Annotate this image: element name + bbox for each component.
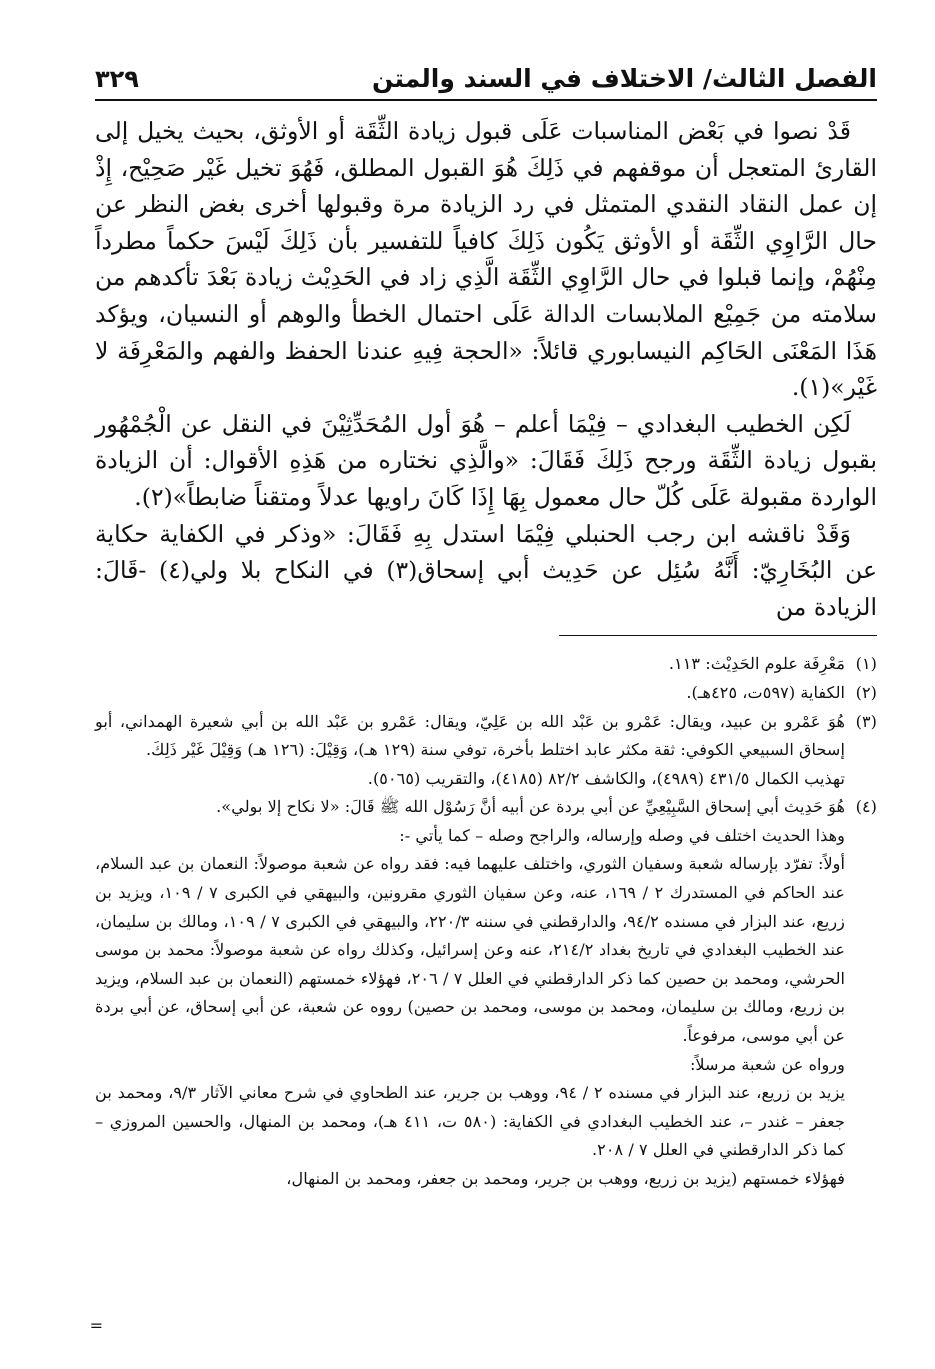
footnotes: [95, 650, 877, 1193]
paragraph-3: وَقَدْ ناقشه ابن رجب الحنبلي فِيْمَا استدل بِهِ فَقَالَ: «وذكر في الكفاية حكاية عن البُخَارِيّ: أَنَّهُ سُئِل عن حَدِيث أبي إسحاق(٣) في النكاح بلا ولي(٤) -قَالَ: الزيادة من: [95, 519, 877, 621]
footnote-text: الكفاية (٥٩٧ت، ٤٢٥هـ).: [686, 682, 845, 702]
footnote-text: أولاً: تفرّد بإرساله شعبة وسفيان الثوري، واختلف عليهما فيه: فقد رواه عن شعبة موصولاً: النعمان بن عبد السلام، عند الحاكم في المستدرك ٢ / ١٦٩، عنه، وعن سفيان الثوري مقرونين، والبيهقي في الكبرى ٧ / ١٠٩، ويزيد بن زريع، عند البزار في مسنده ٩٤/٢، والدارقطني في سننه ٢٢٠/٣، والبيهقي في الكبرى ٧ / ١٠٩، ومالك بن سليمان، عند الخطيب البغدادي في تاريخ بغداد ٢١٤/٢، عنه وعن إسرائيل، وكذلك رواه عن شعبة موصولاً: محمد بن موسى الحرشي، ومحمد بن حصين كما ذكر الدارقطني في العلل ٧ / ٢٠٦، فهؤلاء خمستهم (النعمان بن عبد السلام، ويزيد بن زريع، ومالك بن سليمان، ومحمد بن موسى، ومحمد بن حصين) رووه عن شعبة، عن أبي إسحاق، عن أبي بردة عن أبي موسى، مرفوعاً.: [95, 854, 846, 1046]
continuation-mark: =: [89, 1316, 103, 1335]
footnote-number: (٢): [855, 682, 877, 702]
footnote-3: [95, 708, 877, 794]
page-number: ٣٢٩: [95, 65, 139, 93]
footnote-text: مَعْرِفَة علوم الحَدِيْث: ١١٣.: [668, 654, 845, 674]
footnote-text: ورواه عن شعبة مرسلاً:: [689, 1054, 845, 1074]
footnote-4: [95, 793, 877, 1193]
paragraph-1: قَدْ نصوا في بَعْض المناسبات عَلَى قبول زيادة الثِّقَة أو الأوثق، بحيث يخيل إلى القارئ المتعجل أن موقفهم في ذَلِكَ هُوَ القبول المطلق، فَهُوَ تخيل غَيْر صَحِيْح، إِذْ إن عمل النقاد النقدي المتمثل في رد الزيادة مرة وقبولها أخرى بغض النظر عن حال الرَّاوِي الثِّقَة أو الأوثق يَكُون ذَلِكَ كافياً للتفسير بأن ذَلِكَ لَيْسَ حكماً مطرداً مِنْهُمْ، وإنما قبلوا في حال الرَّاوِي الثِّقَة الَّذِي زاد في الحَدِيْث زيادة بَعْدَ تأكدهم من سلامته من جَمِيْع الملابسات الدالة عَلَى احتمال الخطأ والوهم أو النسيان، ويؤكد هَذَا المَعْنَى الحَاكِم النيسابوري قائلاً: «الحجة فِيهِ عندنا الحفظ والفهم والمَعْرِفَة لا غَيْر»(١).: [95, 117, 877, 402]
footnote-2: [95, 679, 877, 708]
footnote-separator: [559, 635, 877, 636]
main-text: [95, 113, 877, 625]
footnote-number: (٤): [855, 797, 877, 817]
footnote-1: [95, 650, 877, 679]
footnote-text: هُوَ عَمْرو بن عبيد، ويقال: عَمْرو بن عَبْد الله بن عَلِيّ، ويقال: عَمْرو بن عَبْد الله بن أبي شعيرة الهمداني، أبو إسحاق السبيعي الكوفي: ثقة مكثر عابد اختلط بأخرة، توفي سنة (١٢٩ هـ)، وَقِيْلَ: (١٢٦ هـ) وَقِيْلَ غَيْر ذَلِكَ.: [95, 711, 845, 760]
running-header: [95, 55, 877, 101]
chapter-title: الفصل الثالث/ الاختلاف في السند والمتن: [371, 64, 877, 93]
paragraph-2: لَكِن الخطيب البغدادي – فِيْمَا أعلم – هُوَ أول المُحَدِّثِيْنَ في النقل عن الْجُمْهُور بقبول زيادة الثِّقَة ورجح ذَلِكَ فَقَالَ: «والَّذِي نختاره من هَذِهِ الأقوال: أن الزيادة الواردة مقبولة عَلَى كُلّ حال معمول بِهَا إِذَا كَانَ راويها عدلاً ومتقناً ضابطاً»(٢).: [95, 409, 877, 511]
footnote-text: هُوَ حَدِيث أبي إسحاق السَّبِيْعِيِّ عن أبي بردة عن أبيه أنَّ رَسُوْل الله ﷺ قَالَ: «لا نكاح إلا بولي».: [216, 797, 845, 817]
footnote-text: يزيد بن زريع، عند البزار في مسنده ٢ / ٩٤، ووهب بن جرير، عند الطحاوي في شرح معاني الآثار ٩/٣، ومحمد بن جعفر – غندر –، عند الخطيب البغدادي في الكفاية: (٥٨٠ ت، ٤١١ هـ)، ومحمد بن المنهال، والحسين المروزي – كما ذكر الدارقطني في العلل ٧ / ٢٠٨.: [95, 1083, 846, 1160]
footnote-text: فهؤلاء خمستهم (يزيد بن زريع، ووهب بن جرير، ومحمد بن جعفر، ومحمد بن المنهال،: [286, 1169, 845, 1188]
footnote-text: تهذيب الكمال ٤٣١/٥ (٤٩٨٩)، والكاشف ٨٢/٢ (٤١٨٥)، والتقريب (٥٠٦٥).: [367, 768, 845, 788]
book-page: [95, 55, 877, 1345]
footnote-number: (١): [855, 654, 877, 674]
footnote-text: وهذا الحديث اختلف في وصله وإرساله، والراجح وصله – كما يأتي -:: [399, 825, 845, 845]
footnote-number: (٣): [855, 711, 877, 731]
